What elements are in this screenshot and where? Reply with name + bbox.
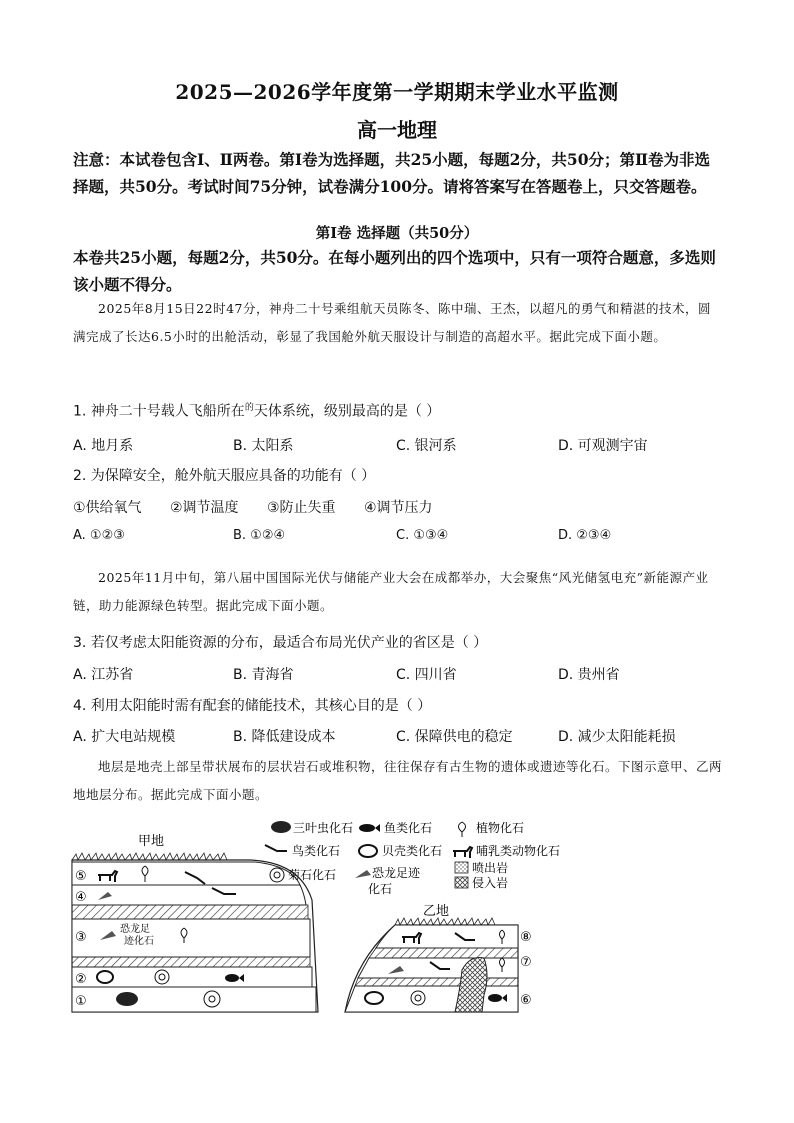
passage-3: 地层是地壳上部呈带状展布的层状岩石或堆积物，往往保存有古生物的遗体或遗迹等化石。下图示意甲、乙两地地层分布。据此完成下面小题。: [73, 759, 723, 802]
question-stem-superscript: 的: [244, 403, 254, 413]
q3-option-d[interactable]: D. 贵州省: [558, 667, 620, 683]
section-title: 第Ⅰ卷 选择题（共50分）: [315, 225, 479, 242]
layer-2-label: ②: [75, 972, 87, 987]
q1-option-d[interactable]: D. 可观测宇宙: [558, 438, 648, 454]
question-stem-cont: 天体系统，级别最高的是（ ）: [253, 403, 441, 420]
layer-1-label: ①: [75, 994, 87, 1009]
layer-6-label: ⑥: [520, 993, 532, 1008]
q2-option-c[interactable]: C. ①③④: [396, 528, 449, 543]
extrusive-legend-icon: [455, 862, 468, 873]
legend-ammonite: 菊石化石: [288, 868, 337, 882]
legend-fish: 鱼类化石: [384, 821, 433, 835]
q2-option-a[interactable]: A. ①②③: [73, 528, 125, 543]
layer-7-label: ⑦: [520, 955, 532, 970]
q3-option-a[interactable]: A. 江苏省: [73, 667, 134, 683]
question-2: 2. 为保障安全，舱外航天服应具备的功能有（ ）: [73, 468, 376, 484]
layer-5-label: ⑤: [75, 869, 87, 884]
mammal-legend-icon: [453, 847, 472, 858]
q2-item-3: ③防止失重: [267, 500, 336, 516]
layer-3-label: ③: [75, 930, 87, 945]
site-a-label: 甲地: [138, 834, 165, 849]
q1-option-a[interactable]: A. 地月系: [73, 438, 134, 454]
question-stem: 1. 神舟二十号载人飞船所在: [73, 403, 245, 420]
plant-legend-icon: [459, 822, 466, 837]
passage-2: 2025年11月中旬，第八届中国国际光伏与储能产业大会在成都举办，大会聚焦“风光储氢电充”新能源产业链，助力能源绿色转型。据此完成下面小题。: [73, 570, 709, 613]
trilobite-legend-icon: [271, 821, 291, 833]
dino-label-a-1: 恐龙足: [120, 924, 150, 935]
legend-plant: 植物化石: [476, 821, 525, 835]
exam-title: 2025—2026学年度第一学期期末学业水平监测: [175, 80, 619, 104]
legend-extrusive: 喷出岩: [472, 861, 509, 875]
q2-item-4: ④调节压力: [364, 500, 433, 516]
q4-option-c[interactable]: C. 保障供电的稳定: [396, 729, 513, 745]
dino-label-a-2: 迹化石: [124, 936, 154, 947]
trilobite-fossil-icon: [116, 992, 138, 1006]
q4-option-d[interactable]: D. 减少太阳能耗损: [558, 729, 676, 745]
shell-legend-icon: [359, 845, 377, 857]
passage-1: 2025年8月15日22时47分，神舟二十号乘组航天员陈冬、陈中瑞、王杰，以超凡的勇气和精湛的技术，圆满完成了长达6.5小时的出舱活动，彰显了我国舱外航天服设计与制造的高超水平。据此完成下面小题。: [73, 301, 711, 344]
legend-bird: 鸟类化石: [292, 844, 341, 858]
q3-option-b[interactable]: B. 青海省: [233, 667, 294, 683]
notice: 注意：本试卷包含Ⅰ、Ⅱ两卷。第Ⅰ卷为选择题，共25小题，每题2分，共50分；第Ⅱ卷为非选择题，共50分。考试时间75分钟，试卷满分100分。请将答案写在答题卷上，只交答题卷。: [73, 150, 711, 196]
layer-4-label: ④: [75, 890, 87, 905]
q4-option-b[interactable]: B. 降低建设成本: [233, 729, 336, 745]
question-3: 3. 若仅考虑太阳能资源的分布，最适合布局光伏产业的省区是（ ）: [73, 635, 488, 651]
q4-option-a[interactable]: A. 扩大电站规模: [73, 729, 176, 745]
legend-intrusive: 侵入岩: [472, 876, 509, 890]
q1-option-b[interactable]: B. 太阳系: [233, 438, 294, 454]
legend: [265, 820, 560, 896]
bird-legend-icon: [265, 845, 287, 851]
q1-option-c[interactable]: C. 银河系: [396, 438, 457, 454]
legend-dino-1: 恐龙足迹: [372, 866, 421, 880]
legend-shell: 贝壳类化石: [382, 844, 443, 858]
question-4: 4. 利用太阳能时需有配套的储能技术，其核心目的是（ ）: [73, 698, 432, 714]
q2-item-1: ①供给氧气: [73, 500, 142, 516]
section-instruction: 本卷共25小题，每题2分，共50分。在每小题列出的四个选项中，只有一项符合题意，多选则该小题不得分。: [73, 248, 716, 294]
dino-track-legend-icon: [355, 870, 371, 878]
layer-8-label: ⑧: [520, 930, 532, 945]
legend-dino-2: 化石: [368, 882, 393, 896]
legend-mammal: 哺乳类动物化石: [476, 844, 561, 858]
q3-option-c[interactable]: C. 四川省: [396, 667, 457, 683]
q2-option-b[interactable]: B. ①②④: [233, 528, 286, 543]
fish-legend-icon: [359, 824, 375, 832]
q2-item-2: ②调节温度: [170, 500, 239, 516]
site-b-label: 乙地: [423, 904, 450, 919]
legend-trilobite: 三叶虫化石: [293, 821, 354, 835]
subject-title: 高一地理: [357, 118, 437, 142]
intrusive-legend-icon: [455, 877, 468, 888]
q2-option-d[interactable]: D. ②③④: [558, 528, 612, 543]
